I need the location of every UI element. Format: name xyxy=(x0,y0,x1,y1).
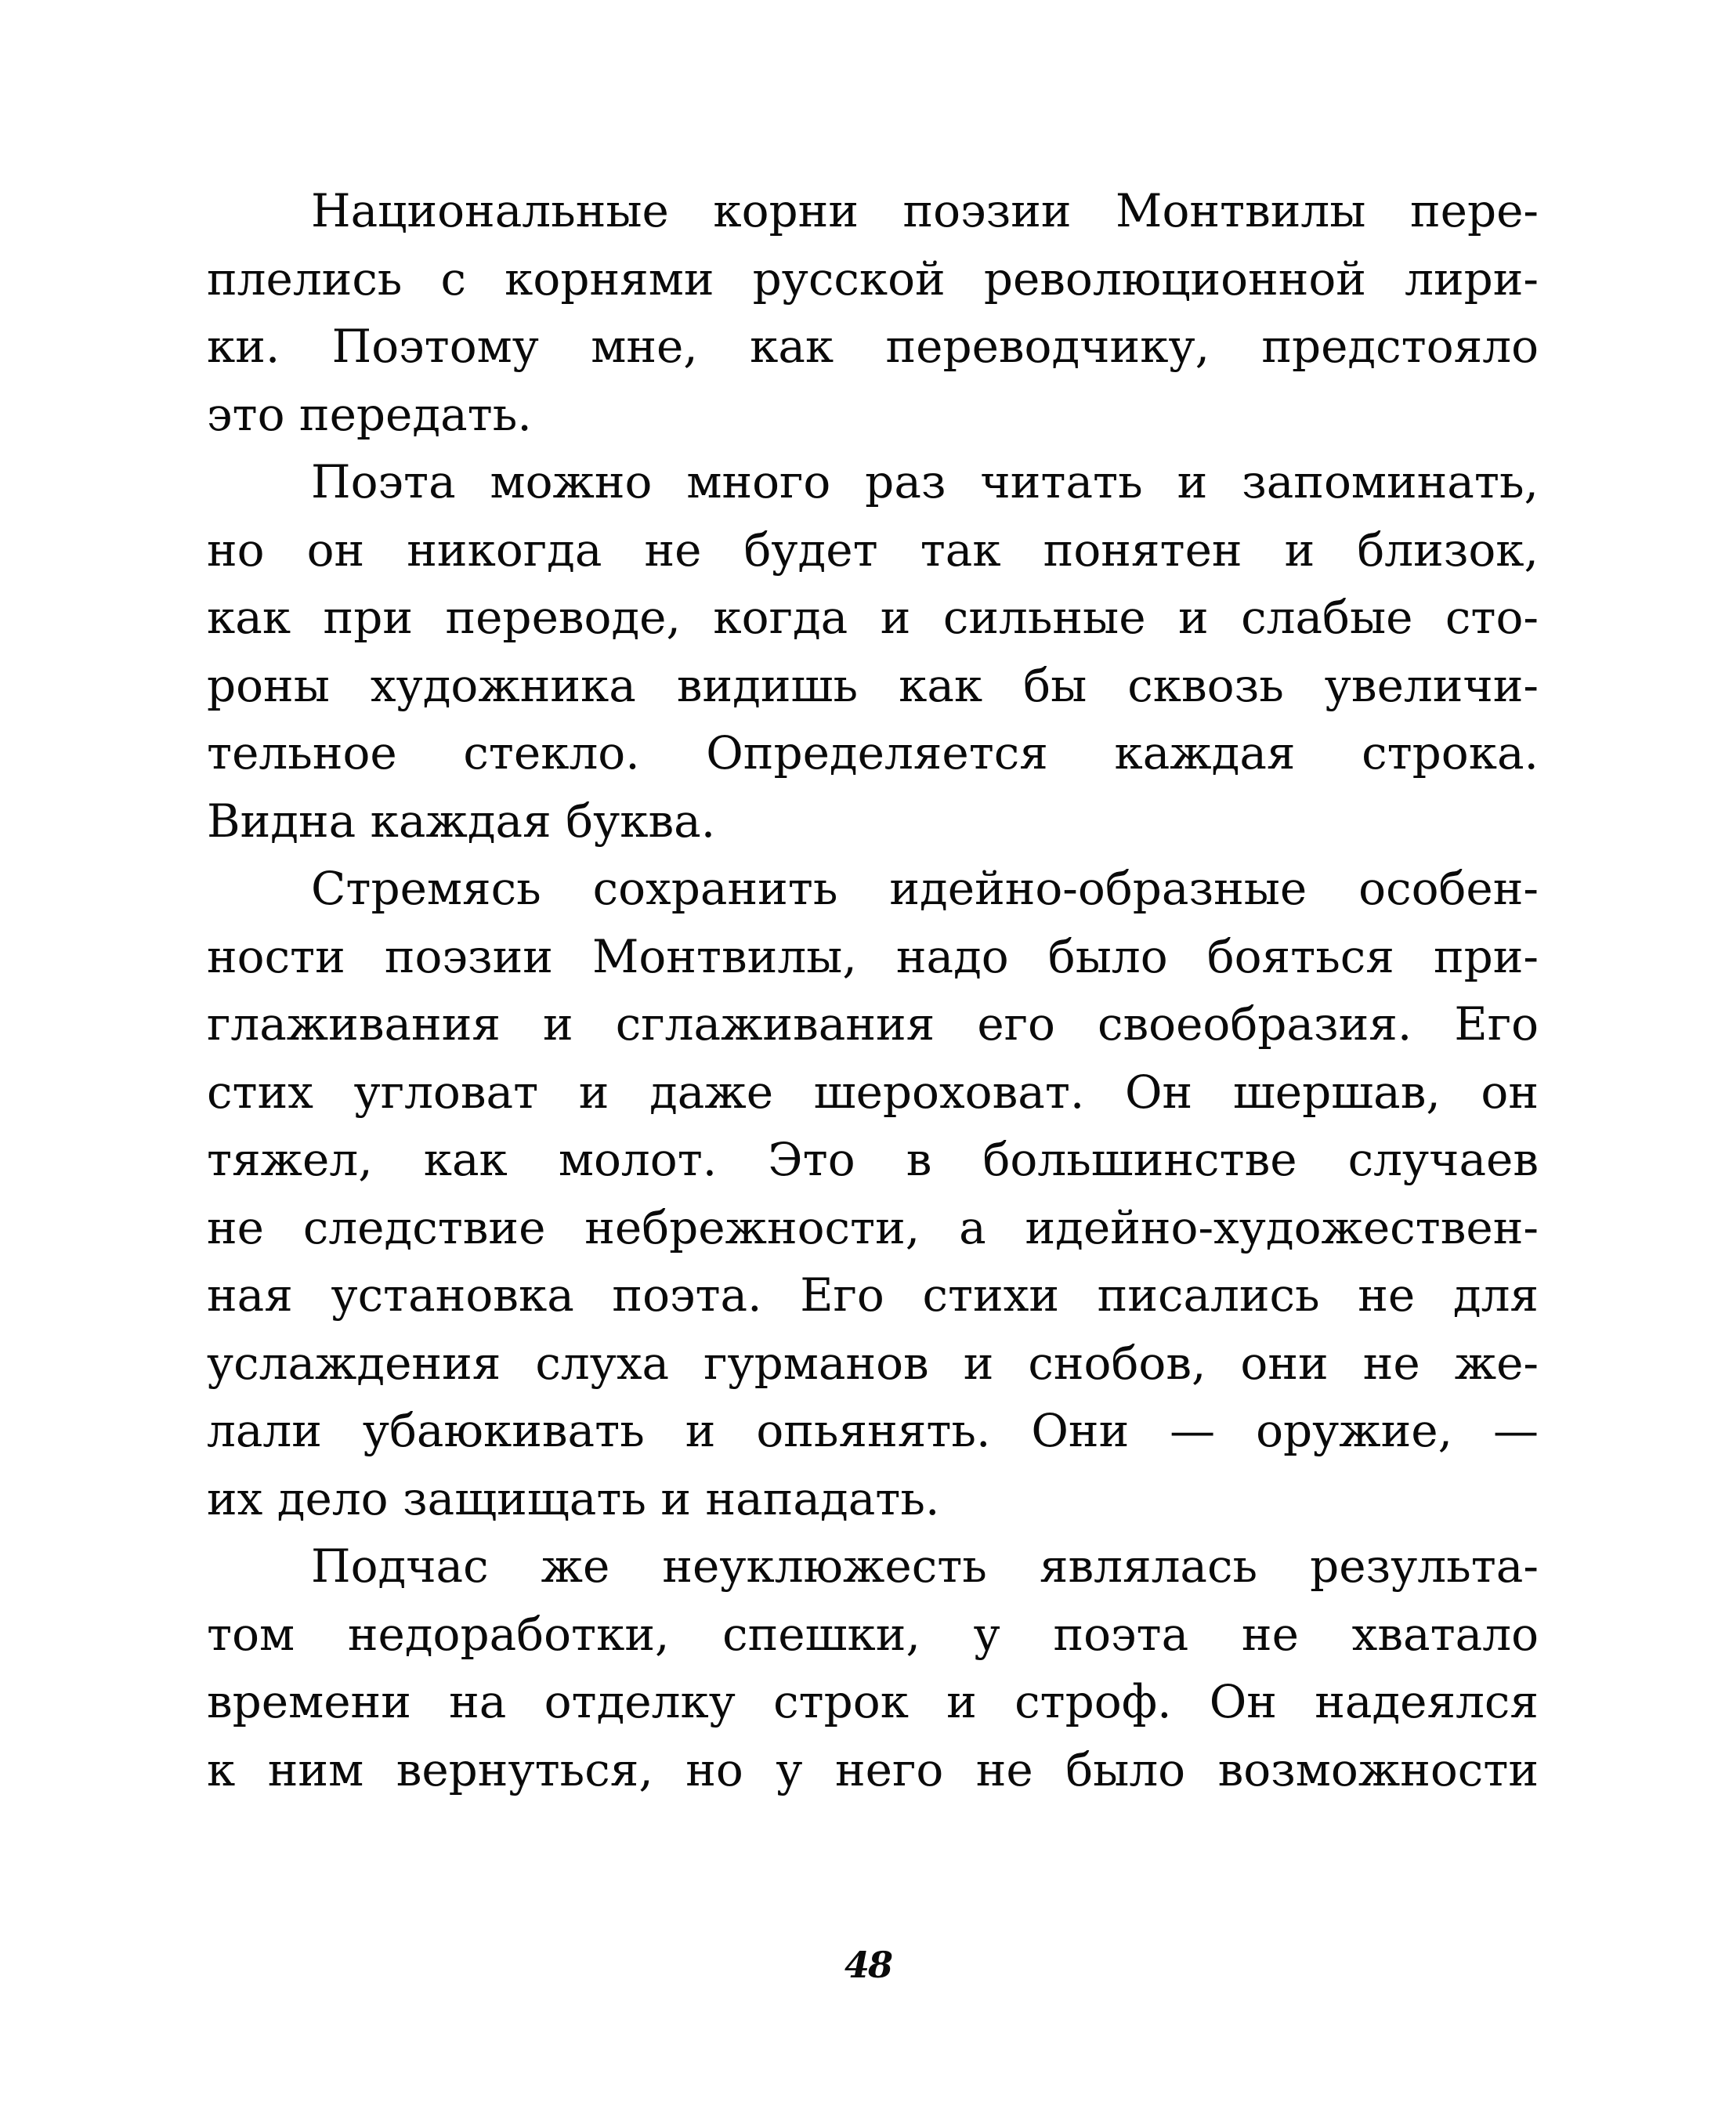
page-body xyxy=(207,177,1539,1803)
text-line: плелись с корнями русской революционной лири- xyxy=(207,251,1539,306)
text-line: ности поэзии Монтвилы, надо было бояться при- xyxy=(207,929,1539,983)
text-line: услаждения слуха гурманов и снобов, они не же- xyxy=(207,1336,1539,1390)
text-line: Национальные корни поэзии Монтвилы пере- xyxy=(311,184,1539,237)
text-line: не следствие небрежности, а идейно-художествен- xyxy=(207,1200,1539,1254)
text-line: Поэта можно много раз читать и запоминать, xyxy=(311,455,1539,508)
text-line: глаживания и сглаживания его своеобразия. Его xyxy=(207,997,1539,1051)
text-line: как при переводе, когда и сильные и слабые сто- xyxy=(207,591,1539,644)
text-line: это передать. xyxy=(207,387,532,441)
text-line: Стремясь сохранить идейно-образные особен- xyxy=(311,862,1539,915)
text-line: ки. Поэтому мне, как переводчику, предстояло xyxy=(207,320,1539,373)
text-line: Подчас же неуклюжесть являлась результа- xyxy=(311,1539,1539,1593)
text-line: том недоработки, спешки, у поэта не хватало xyxy=(207,1607,1539,1661)
text-line: лали убаюкивать и опьянять. Они — оружие, — xyxy=(207,1404,1539,1457)
text-line: к ним вернуться, но у него не было возможности xyxy=(207,1742,1539,1796)
text-line: тяжел, как молот. Это в большинстве случаев xyxy=(207,1133,1539,1186)
text-line: их дело защищать и нападать. xyxy=(207,1471,940,1525)
text-line: ная установка поэта. Его стихи писались не для xyxy=(207,1268,1539,1322)
text-line: тельное стекло. Определяется каждая строка. xyxy=(207,726,1539,780)
text-line: роны художника видишь как бы сквозь увеличи- xyxy=(207,658,1539,712)
text-line: стих угловат и даже шероховат. Он шершав, он xyxy=(207,1065,1539,1119)
text-line: но он никогда не будет так понятен и близок, xyxy=(207,523,1539,577)
page-number: 48 xyxy=(844,1944,892,1986)
text-line: Видна каждая буква. xyxy=(207,794,716,848)
text-line: времени на отделку строк и строф. Он надеялся xyxy=(207,1675,1539,1728)
